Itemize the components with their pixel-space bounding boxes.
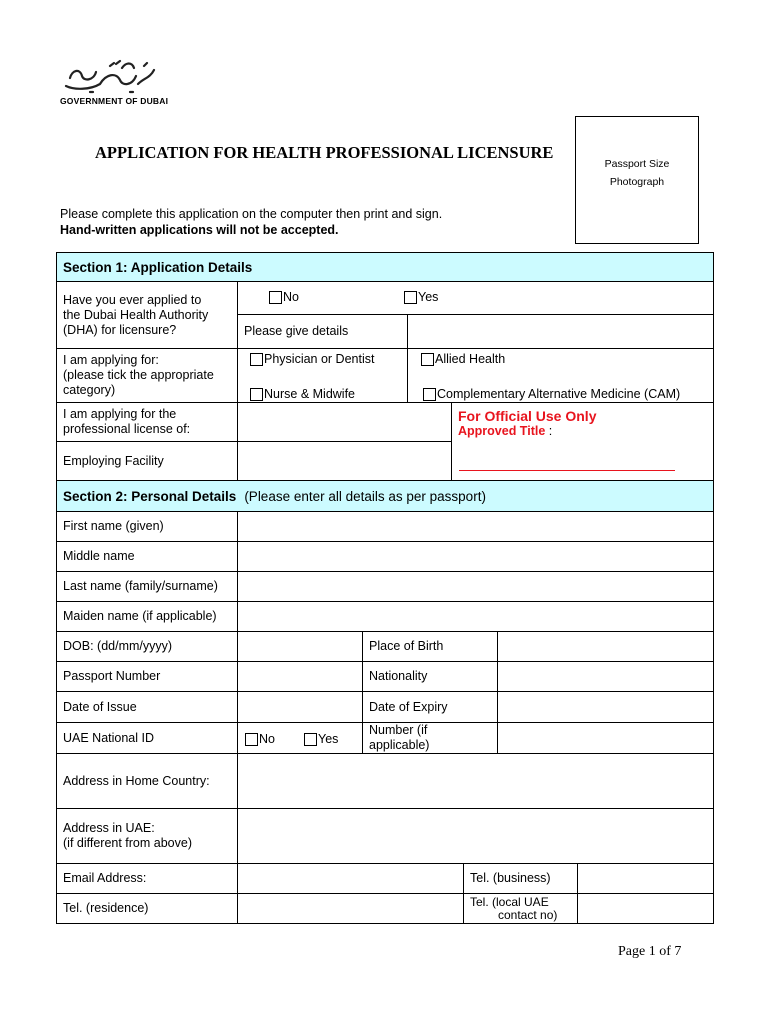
give-details-label: Please give details (237, 314, 408, 349)
nationality-input[interactable] (497, 661, 714, 692)
page-number: Page 1 of 7 (618, 944, 682, 959)
employing-facility-input[interactable] (237, 441, 452, 481)
page-title: APPLICATION FOR HEALTH PROFESSIONAL LICENSURE (95, 143, 554, 162)
address-home-label: Address in Home Country: (56, 753, 238, 809)
first-name-label: First name (given) (56, 511, 238, 542)
cam-option[interactable] (423, 387, 680, 401)
applied-yes-checkbox[interactable] (404, 291, 417, 304)
uae-yes-option[interactable] (304, 732, 338, 746)
allied-checkbox[interactable] (421, 353, 434, 366)
uae-number-label: Number (if applicable) (362, 722, 498, 754)
uae-yes-checkbox[interactable] (304, 733, 317, 746)
official-use-title: For Official Use Only (458, 408, 597, 424)
application-form (57, 253, 714, 925)
license-of-label: I am applying for the professional license of: (56, 402, 238, 442)
allied-label: Allied Health (435, 352, 506, 366)
employing-facility-label: Employing Facility (56, 441, 238, 481)
date-of-expiry-input[interactable] (497, 691, 714, 723)
tel-local-label (463, 893, 578, 924)
give-details-input[interactable] (407, 314, 714, 349)
tel-local-label-line1: Tel. (local UAE (470, 894, 549, 909)
last-name-input[interactable] (237, 571, 714, 602)
maiden-name-input[interactable] (237, 601, 714, 632)
intro-warning: Hand-written applications will not be accepted. (60, 223, 339, 237)
place-of-birth-input[interactable] (497, 631, 714, 662)
intro-instruction: Please complete this application on the computer then print and sign. (60, 207, 443, 221)
date-of-expiry-label: Date of Expiry (362, 691, 498, 723)
date-of-issue-input[interactable] (237, 691, 363, 723)
applied-no-option[interactable] (269, 290, 299, 304)
maiden-name-label: Maiden name (if applicable) (56, 601, 238, 632)
address-home-input[interactable] (237, 753, 714, 809)
cam-checkbox[interactable] (423, 388, 436, 401)
nurse-label: Nurse & Midwife (264, 387, 355, 401)
tel-residence-label: Tel. (residence) (56, 893, 238, 924)
photo-label-line1: Passport Size (604, 158, 670, 170)
nurse-checkbox[interactable] (250, 388, 263, 401)
physician-label: Physician or Dentist (264, 352, 375, 366)
address-uae-input[interactable] (237, 808, 714, 864)
nationality-label: Nationality (362, 661, 498, 692)
tel-business-label: Tel. (business) (463, 863, 578, 894)
section1-title: Section 1: Application Details (63, 259, 253, 275)
tel-local-label-line2: contact no) (498, 907, 558, 922)
uae-no-label: No (259, 732, 275, 746)
address-uae-label: Address in UAE: (if different from above) (56, 808, 238, 864)
applied-no-label: No (283, 290, 299, 304)
passport-number-label: Passport Number (56, 661, 238, 692)
nurse-option[interactable] (250, 387, 355, 401)
last-name-label: Last name (family/surname) (56, 571, 238, 602)
dob-input[interactable] (237, 631, 363, 662)
middle-name-input[interactable] (237, 541, 714, 572)
applied-yes-label: Yes (418, 290, 439, 304)
logo-english-text: GOVERNMENT OF DUBAI (60, 96, 169, 106)
first-name-input[interactable] (237, 511, 714, 542)
section2-title: Section 2: Personal Details (63, 488, 237, 504)
passport-number-input[interactable] (237, 661, 363, 692)
tel-local-input[interactable] (577, 893, 714, 924)
section2-header (56, 480, 714, 512)
applied-yes-option[interactable] (404, 290, 438, 304)
approved-title-line-field (459, 470, 675, 471)
section1-header (56, 252, 714, 282)
place-of-birth-label: Place of Birth (362, 631, 498, 662)
tel-residence-input[interactable] (237, 893, 464, 924)
photo-label-line2: Photograph (609, 176, 665, 188)
license-of-input[interactable] (237, 402, 452, 442)
tel-business-input[interactable] (577, 863, 714, 894)
cam-label: Complementary Alternative Medicine (CAM) (437, 387, 681, 401)
applied-before-label: Have you ever applied to the Dubai Health Authority (DHA) for licensure? (56, 281, 238, 349)
applied-no-checkbox[interactable] (269, 291, 282, 304)
uae-yes-label: Yes (318, 732, 339, 746)
physician-checkbox[interactable] (250, 353, 263, 366)
approved-title-line (458, 424, 552, 439)
section2-note: (Please enter all details as per passport) (244, 488, 486, 504)
applying-for-label: I am applying for: (please tick the appropriate category) (56, 348, 238, 403)
physician-option[interactable] (250, 352, 374, 366)
date-of-issue-label: Date of Issue (56, 691, 238, 723)
email-input[interactable] (237, 863, 464, 894)
allied-option[interactable] (421, 352, 505, 366)
dob-label: DOB: (dd/mm/yyyy) (56, 631, 238, 662)
uae-id-label: UAE National ID (56, 722, 238, 754)
uae-number-input[interactable] (497, 722, 714, 754)
passport-photo-box (575, 116, 699, 244)
middle-name-label: Middle name (56, 541, 238, 572)
uae-no-checkbox[interactable] (245, 733, 258, 746)
dubai-government-logo (60, 56, 160, 96)
email-label: Email Address: (56, 863, 238, 894)
approved-title-label: Approved Title (458, 424, 546, 438)
uae-no-option[interactable] (245, 732, 275, 746)
applied-before-options (237, 281, 714, 315)
approved-title-colon: : (545, 424, 553, 438)
